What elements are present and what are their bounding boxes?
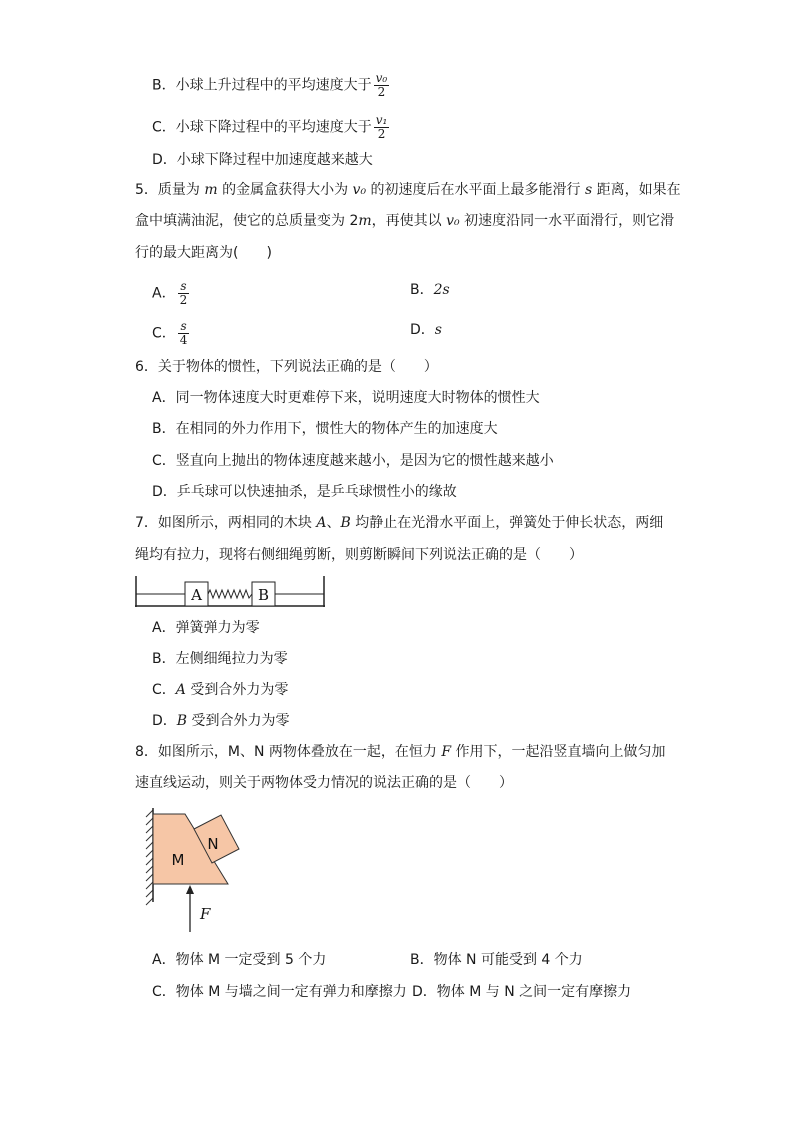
text: 初速度沿同一水平面滑行，则它滑	[459, 213, 675, 229]
q5-option-c	[152, 320, 189, 347]
q4-option-c	[152, 114, 389, 141]
q8-option-d: D．物体 M 与 N 之间一定有摩擦力	[412, 984, 632, 1000]
block-n-label: N	[207, 835, 219, 853]
var: s	[584, 182, 593, 198]
fraction-numerator: s	[178, 320, 190, 334]
block-m-label: M	[171, 851, 185, 869]
var: B	[176, 713, 188, 729]
q8-wall-block-figure	[140, 806, 250, 936]
option-label: B．	[410, 282, 434, 298]
text: 、	[326, 515, 341, 531]
q7-option-d	[152, 711, 290, 731]
var: A	[316, 515, 327, 531]
q5-stem-line1	[135, 180, 681, 200]
q6-option-d: D．乒乓球可以快速抽杀，是乒乓球惯性小的缘故	[152, 484, 457, 500]
block-b-label: B	[257, 586, 270, 604]
q8-option-a: A．物体 M 一定受到 5 个力	[152, 952, 327, 968]
q4-option-d: D．小球下降过程中加速度越来越大	[152, 152, 373, 168]
q8-option-b: B．物体 N 可能受到 4 个力	[410, 952, 583, 968]
q6-option-a: A．同一物体速度大时更难停下来，说明速度大时物体的惯性大	[152, 390, 540, 406]
text: 均静止在光滑水平面上，弹簧处于伸长状态，两细	[350, 515, 664, 531]
q4-option-b	[152, 72, 389, 99]
q5-option-d	[410, 320, 442, 340]
fraction-denominator: 2	[179, 293, 188, 307]
option-label: A．	[152, 285, 176, 302]
force-arrow-head	[186, 885, 194, 894]
q5-option-a-fraction	[178, 280, 190, 307]
option-label: C．	[152, 325, 176, 342]
text: 的金属盒获得大小为	[217, 182, 353, 198]
text: 受到合外力为零	[187, 713, 290, 729]
option-label: D．	[152, 713, 177, 729]
option-label: C．	[152, 682, 176, 698]
var: v₀	[446, 213, 460, 229]
option-value: 2s	[433, 282, 450, 298]
q8-stem-line1	[135, 742, 666, 762]
option-label: D．	[410, 322, 435, 338]
spring	[208, 590, 252, 598]
q5-option-b	[410, 280, 450, 300]
q5-option-a	[152, 280, 189, 307]
option-value: s	[434, 322, 442, 338]
fraction-denominator: 2	[377, 85, 386, 99]
q8-option-c: C．物体 M 与墙之间一定有弹力和摩擦力	[152, 984, 407, 1000]
fraction-denominator: 2	[377, 127, 386, 141]
q7-option-a: A．弹簧弹力为零	[152, 620, 260, 636]
q4-option-c-text: C．小球下降过程中的平均速度大于	[152, 119, 372, 136]
q4-option-b-text: B．小球上升过程中的平均速度大于	[152, 77, 372, 94]
force-label: F	[200, 905, 211, 923]
fraction-numerator: s	[178, 280, 190, 294]
q6-stem: 6．关于物体的惯性，下列说法正确的是（ ）	[135, 359, 438, 375]
q8-stem-line2: 速直线运动，则关于两物体受力情况的说法正确的是（ ）	[135, 775, 513, 791]
text: 盒中填满油泥，使它的总质量变为 2	[135, 213, 359, 229]
var: B	[340, 515, 351, 531]
q6-option-c: C．竖直向上抛出的物体速度越来越小，是因为它的惯性越来越小	[152, 453, 554, 469]
q4-option-b-fraction	[374, 72, 390, 99]
block-a-label: A	[191, 586, 202, 604]
text: 作用下，一起沿竖直墙向上做匀加	[451, 744, 666, 760]
q6-option-b: B．在相同的外力作用下，惯性大的物体产生的加速度大	[152, 421, 498, 437]
q7-option-b: B．左侧细绳拉力为零	[152, 651, 288, 667]
fraction-denominator: 4	[179, 333, 188, 347]
text: ，再使其以	[371, 213, 447, 229]
fraction-numerator: v₀	[375, 71, 388, 85]
q7-option-c	[152, 680, 288, 700]
var: m	[358, 213, 372, 229]
text: 受到合外力为零	[185, 682, 289, 698]
var: m	[204, 182, 218, 198]
q5-stem-line3: 行的最大距离为( )	[135, 245, 272, 261]
var: F	[441, 744, 452, 760]
text: 7．如图所示，两相同的木块	[135, 515, 317, 531]
text: 5．质量为	[135, 182, 205, 198]
var: v₀	[352, 182, 367, 198]
q4-option-c-fraction	[374, 114, 390, 141]
q5-option-c-fraction	[178, 320, 190, 347]
text: 的初速度后在水平面上最多能滑行	[366, 182, 585, 198]
q5-stem-line2	[135, 211, 674, 231]
var: A	[175, 682, 186, 698]
text: 距离，如果在	[592, 182, 681, 198]
q7-stem-line1	[135, 513, 663, 533]
q7-stem-line2: 绳均有拉力，现将右侧细绳剪断，则剪断瞬间下列说法正确的是（ ）	[135, 547, 583, 563]
q7-spring-figure	[134, 574, 330, 610]
wall-hatching	[146, 810, 153, 905]
fraction-numerator: v₁	[375, 113, 388, 127]
text: 8．如图所示，M、N 两物体叠放在一起，在恒力	[135, 744, 442, 760]
